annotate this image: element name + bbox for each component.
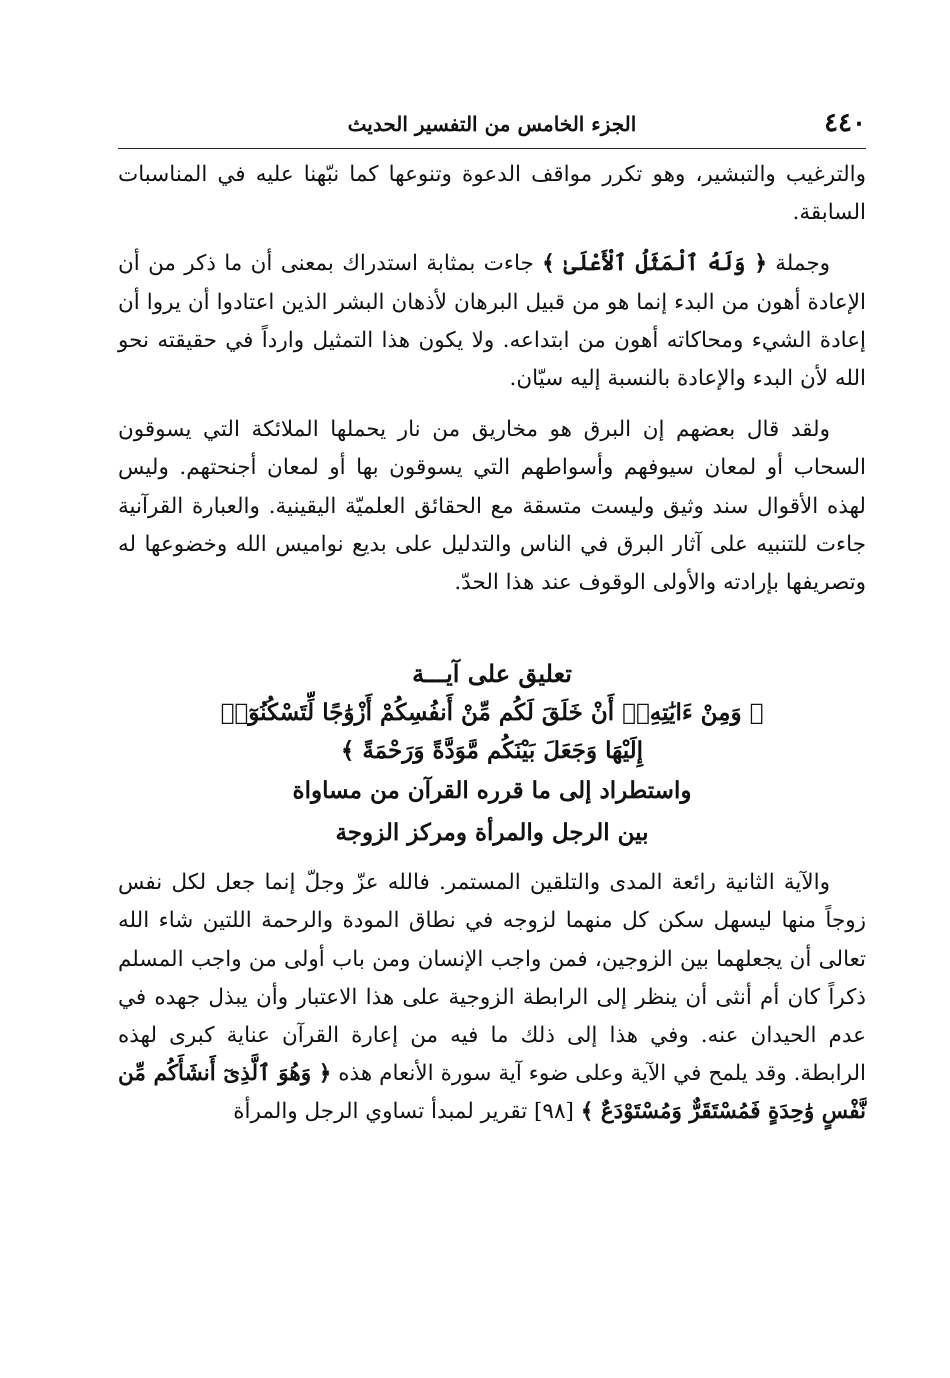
paragraph-4-lead: والآية الثانية رائعة المدى والتلقين المستمر. فالله عزّ وجلّ إنما جعل لكل نفس زوجاً منها ليسهل سكن كل منهما لزوجه في نطاق المودة والرحمة اللتين شاء الله تعالى أن يجعلهما بين الزوجين، فمن واجب الإنسان ومن باب أولى من واجب المسلم ذكراً كان أم أنثى أن ينظر إلى الرابطة الزوجية على هذا الاعتبار وأن يبذل جهده في عدم الحيدان عنه. وفي هذا إلى ذلك ما فيه من إعارة القرآن عناية كبرى لهذه الرابطة. وقد يلمح في الآية وعلى ضوء آية سورة الأنعام هذه: [118, 870, 866, 1087]
paragraph-gap: [118, 232, 866, 245]
paragraph-4-rest: [٩٨] تقرير لمبدأ تساوي الرجل والمرأة: [233, 1099, 574, 1125]
section-gap: [118, 602, 866, 654]
heading-gap: [118, 854, 866, 864]
paragraph-gap: [118, 398, 866, 411]
paragraph-1: والترغيب والتبشير، وهو تكرر مواقف الدعوة وتنوعها كما نبّهنا عليه في المناسبات السابقة.: [118, 162, 866, 226]
paragraph-3: ولقد قال بعضهم إن البرق هو مخاريق من نار يحملها الملائكة التي يسوقون السحاب أو لمعان سيوفهم وأسواطهم التي يسوقون بها أو لمعان أجنحتهم. وليس لهذه الأقوال سند وثيق وليست متسقة مع الحقائق العلميّة اليقينية. والعبارة القرآنية جاءت للتنبيه على آثار البرق في الناس والتدليل على بديع نواميس الله وخضوعها له وتصريفها بإرادته والأولى الوقوف عند هذا الحدّ.: [118, 417, 866, 596]
page-number: ٤٤٠: [824, 108, 866, 138]
section-title: تعليق على آيـــة: [412, 659, 572, 689]
page-body: [118, 156, 866, 1132]
paragraph-2-lead: وجملة: [775, 251, 830, 277]
paragraph-2: [118, 245, 866, 398]
running-title: الجزء الخامس من التفسير الحديث: [347, 112, 637, 136]
section-heading: [118, 654, 866, 854]
header-rule: [118, 148, 866, 149]
section-verse-line-2: إِلَيْهَا وَجَعَلَ بَيْنَكُم مَّوَدَّةً وَرَحْمَةً ﴾: [340, 737, 644, 765]
quran-quote: ﴿ وَهُوَ ٱلَّذِىٓ أَنشَأَكُم مِّن نَّفْسٍ وَٰحِدَةٍ فَمُسْتَقَرٌّ وَمُسْتَوْدَعٌ ﴾: [118, 1061, 866, 1125]
paragraph-4: [118, 864, 866, 1131]
section-verse-line-1: ﴿ وَمِنْ ءَايَٰتِهِۦٓ أَنْ خَلَقَ لَكُم مِّنْ أَنفُسِكُمْ أَزْوَٰجًا لِّتَسْكُنُوٓا۟: [220, 699, 764, 727]
quran-quote: ﴿ وَلَهُ ٱلْمَثَلُ ٱلْأَعْلَىٰ ﴾: [542, 251, 767, 277]
page-header: [118, 108, 866, 146]
section-subtitle-line-1: واستطراد إلى ما قرره القرآن من مساواة: [292, 777, 692, 805]
section-subtitle-line-2: بين الرجل والمرأة ومركز الزوجة: [335, 819, 649, 847]
paragraph-2-rest: جاءت بمثابة استدراك بمعنى أن ما ذكر من أن الإعادة أهون من البدء إنما هو من قبيل البرهان لأذهان البشر الذين اعتادوا أن يروا أن إعادة الشيء ومحاكاته أهون من ابتداعه. ولا يكون هذا التمثيل وارداً في حقيقته نحو الله لأن البدء والإعادة بالنسبة إليه سيّان.: [118, 251, 866, 392]
